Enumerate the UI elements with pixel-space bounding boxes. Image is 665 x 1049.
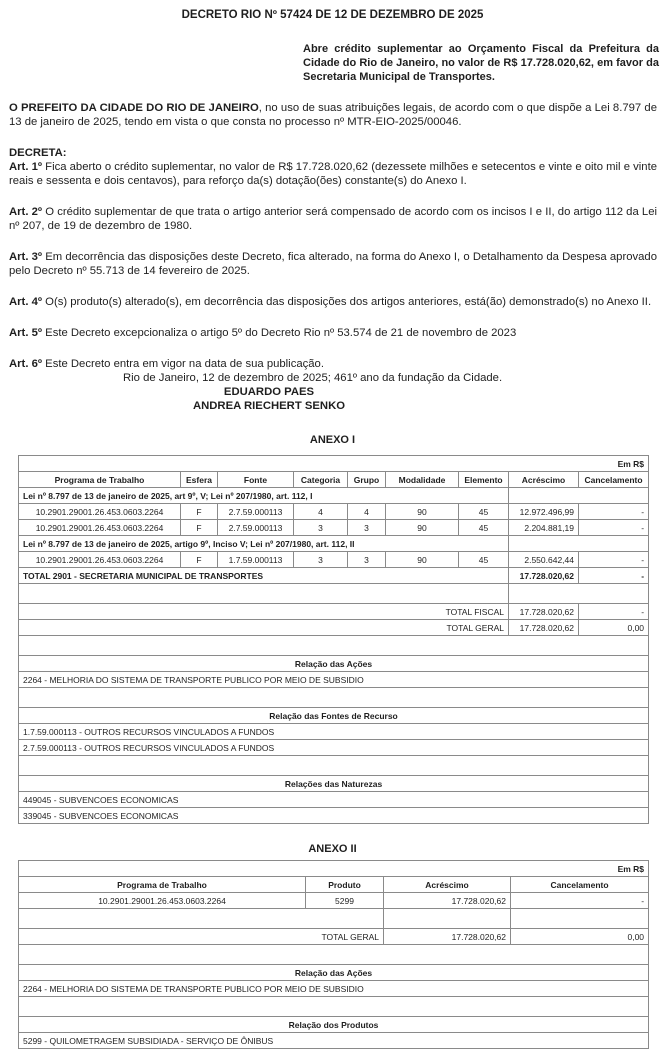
currency-note: Em R$ xyxy=(19,861,649,877)
article-2-label: Art. 2º xyxy=(9,206,43,218)
col-header: Programa de Trabalho xyxy=(19,877,306,893)
cell-programa: 10.2901.29001.26.453.0603.2264 xyxy=(19,893,306,909)
spacer-row xyxy=(19,756,649,776)
col-header: Cancelamento xyxy=(579,472,649,488)
decree-title: DECRETO RIO Nº 57424 DE 12 DE DEZEMBRO DE 2025 xyxy=(181,9,484,21)
spacer-row xyxy=(19,636,649,656)
article-2 xyxy=(9,205,657,233)
cell-empty xyxy=(509,488,649,504)
section-header-row xyxy=(19,708,649,724)
anexo2-table xyxy=(18,860,649,1049)
article-6-text: Este Decreto entra em vigor na data de sua publicação. xyxy=(42,358,324,370)
col-header: Modalidade xyxy=(386,472,459,488)
cell-empty xyxy=(509,536,649,552)
signature-block xyxy=(9,385,529,413)
cell-elemento: 45 xyxy=(459,552,509,568)
cell-grupo: 3 xyxy=(348,520,386,536)
col-header: Programa de Trabalho xyxy=(19,472,181,488)
article-3-text: Em decorrência das disposições deste Decreto, fica alterado, na forma do Anexo I, o Detalhamento da Despesa aprovado pelo Decreto nº 55.713 de 14 fevereiro de 2025. xyxy=(9,251,657,277)
section-item: 5299 - QUILOMETRAGEM SUBSIDIADA - SERVIÇO DE ÔNIBUS xyxy=(19,1033,649,1049)
article-5-text: Este Decreto excepcionaliza o artigo 5º do Decreto Rio nº 53.574 de 21 de novembro de 2023 xyxy=(42,327,517,339)
section-item: 1.7.59.000113 - OUTROS RECURSOS VINCULADOS A FUNDOS xyxy=(19,724,649,740)
total-label: TOTAL GERAL xyxy=(19,620,509,636)
cell-categoria: 4 xyxy=(294,504,348,520)
section-header-row xyxy=(19,965,649,981)
article-1-label: Art. 1º xyxy=(9,161,43,173)
law-row xyxy=(19,488,649,504)
article-3-label: Art. 3º xyxy=(9,251,43,263)
section-item-row xyxy=(19,808,649,824)
anexo1-table xyxy=(18,455,649,824)
section-item: 2.7.59.000113 - OUTROS RECURSOS VINCULADOS A FUNDOS xyxy=(19,740,649,756)
cell-categoria: 3 xyxy=(294,520,348,536)
cell-elemento: 45 xyxy=(459,520,509,536)
cell-produto: 5299 xyxy=(306,893,384,909)
article-6-label: Art. 6º xyxy=(9,358,43,370)
cell-programa: 10.2901.29001.26.453.0603.2264 xyxy=(19,552,181,568)
table-row xyxy=(19,520,649,536)
cell-grupo: 3 xyxy=(348,552,386,568)
law-reference: Lei nº 8.797 de 13 de janeiro de 2025, artigo 9º, Inciso V; Lei nº 207/1980, art. 112, II xyxy=(19,536,509,552)
cell-acrescimo: 12.972.496,99 xyxy=(509,504,579,520)
law-reference: Lei nº 8.797 de 13 de janeiro de 2025, art 9º, V; Lei nº 207/1980, art. 112, I xyxy=(19,488,509,504)
table-row xyxy=(19,552,649,568)
cell-cancelamento: - xyxy=(579,604,649,620)
section-title: Relação das Ações xyxy=(19,656,649,672)
total-fiscal-row xyxy=(19,604,649,620)
cell-cancelamento: - xyxy=(579,552,649,568)
article-5 xyxy=(9,326,657,340)
article-4-text: O(s) produto(s) alterado(s), em decorrência das disposições dos artigos anteriores, está(ão) demonstrado(s) no Anexo II. xyxy=(42,296,652,308)
section-item-row xyxy=(19,792,649,808)
table-row xyxy=(19,504,649,520)
cell-esfera: F xyxy=(181,520,218,536)
header-row xyxy=(19,877,649,893)
cell-cancelamento: 0,00 xyxy=(511,929,649,945)
cell-empty xyxy=(19,636,649,656)
total-secretaria-row xyxy=(19,568,649,584)
section-title: Relações das Naturezas xyxy=(19,776,649,792)
total-geral-row xyxy=(19,929,649,945)
cell-empty xyxy=(511,909,649,929)
article-4-label: Art. 4º xyxy=(9,296,43,308)
cell-acrescimo: 2.204.881,19 xyxy=(509,520,579,536)
col-header: Grupo xyxy=(348,472,386,488)
cell-cancelamento: - xyxy=(511,893,649,909)
section-title: Relação das Ações xyxy=(19,965,649,981)
cell-empty xyxy=(19,945,649,965)
spacer-row xyxy=(19,909,649,929)
col-header: Acréscimo xyxy=(384,877,511,893)
preamble-rest: , no uso de suas atribuições legais, de acordo com o que dispõe a Lei 8.797 de 13 de janeiro de 2025, tendo em vista o que consta no processo nº MTR-EIO-2025/00046. xyxy=(9,102,657,128)
article-5-label: Art. 5º xyxy=(9,327,43,339)
section-item: 2264 - MELHORIA DO SISTEMA DE TRANSPORTE PUBLICO POR MEIO DE SUBSIDIO xyxy=(19,981,649,997)
section-header-row xyxy=(19,1017,649,1033)
anexo2-title: ANEXO II xyxy=(308,843,357,855)
col-header: Esfera xyxy=(181,472,218,488)
signature-secretary: ANDREA RIECHERT SENKO xyxy=(192,400,346,412)
currency-note: Em R$ xyxy=(19,456,649,472)
preamble-lead: O PREFEITO DA CIDADE DO RIO DE JANEIRO xyxy=(9,102,259,114)
currency-row xyxy=(19,861,649,877)
spacer-row xyxy=(19,584,649,604)
total-label: TOTAL FISCAL xyxy=(19,604,509,620)
decreta-label: DECRETA: xyxy=(9,147,67,159)
date-line: Rio de Janeiro, 12 de dezembro de 2025; 461º ano da fundação da Cidade. xyxy=(123,372,503,384)
cell-empty xyxy=(19,584,509,604)
cell-cancelamento: - xyxy=(579,504,649,520)
spacer-row xyxy=(19,688,649,708)
section-item-row xyxy=(19,672,649,688)
table-row xyxy=(19,893,649,909)
cell-empty xyxy=(384,909,511,929)
section-item: 449045 - SUBVENCOES ECONOMICAS xyxy=(19,792,649,808)
article-2-text: O crédito suplementar de que trata o artigo anterior será compensado de acordo com os incisos I e II, do artigo 112 da Lei nº 207, de 19 de dezembro de 1980. xyxy=(9,206,657,232)
col-header: Categoria xyxy=(294,472,348,488)
decreta-article-1 xyxy=(9,146,657,188)
cell-elemento: 45 xyxy=(459,504,509,520)
section-item-row xyxy=(19,724,649,740)
section-item-row xyxy=(19,981,649,997)
section-title: Relação das Fontes de Recurso xyxy=(19,708,649,724)
col-header: Fonte xyxy=(218,472,294,488)
cell-acrescimo: 17.728.020,62 xyxy=(509,620,579,636)
section-item: 339045 - SUBVENCOES ECONOMICAS xyxy=(19,808,649,824)
cell-empty xyxy=(19,909,384,929)
cell-cancelamento: 0,00 xyxy=(579,620,649,636)
cell-empty xyxy=(19,756,649,776)
anexo1-title: ANEXO I xyxy=(309,434,356,446)
total-geral-row xyxy=(19,620,649,636)
article-3 xyxy=(9,250,657,278)
col-header: Elemento xyxy=(459,472,509,488)
decree-summary: Abre crédito suplementar ao Orçamento Fiscal da Prefeitura da Cidade do Rio de Janeiro, no valor de R$ 17.728.020,62, em favor da Secretaria Municipal de Transportes. xyxy=(303,43,659,83)
cell-programa: 10.2901.29001.26.453.0603.2264 xyxy=(19,504,181,520)
header-row xyxy=(19,472,649,488)
section-item-row xyxy=(19,740,649,756)
decree-body xyxy=(9,101,657,413)
total-label: TOTAL 2901 - SECRETARIA MUNICIPAL DE TRANSPORTES xyxy=(19,568,509,584)
cell-empty xyxy=(19,997,649,1017)
cell-cancelamento: - xyxy=(579,520,649,536)
article-4 xyxy=(9,295,657,309)
section-header-row xyxy=(19,776,649,792)
cell-acrescimo: 17.728.020,62 xyxy=(509,568,579,584)
cell-acrescimo: 2.550.642,44 xyxy=(509,552,579,568)
col-header: Produto xyxy=(306,877,384,893)
cell-empty xyxy=(509,584,649,604)
spacer-row xyxy=(19,945,649,965)
cell-grupo: 4 xyxy=(348,504,386,520)
cell-fonte: 2.7.59.000113 xyxy=(218,504,294,520)
cell-modalidade: 90 xyxy=(386,520,459,536)
article-1-text: Fica aberto o crédito suplementar, no valor de R$ 17.728.020,62 (dezessete milhões e setecentos e vinte e oito mil e vinte reais e sessenta e dois centavos), para reforço da(s) dotação(ões) constante(s) do Anexo I. xyxy=(9,161,657,187)
total-label: TOTAL GERAL xyxy=(19,929,384,945)
cell-acrescimo: 17.728.020,62 xyxy=(509,604,579,620)
cell-modalidade: 90 xyxy=(386,504,459,520)
cell-fonte: 1.7.59.000113 xyxy=(218,552,294,568)
currency-row xyxy=(19,456,649,472)
col-header: Cancelamento xyxy=(511,877,649,893)
section-item: 2264 - MELHORIA DO SISTEMA DE TRANSPORTE PUBLICO POR MEIO DE SUBSIDIO xyxy=(19,672,649,688)
section-item-row xyxy=(19,1033,649,1049)
cell-modalidade: 90 xyxy=(386,552,459,568)
article-6 xyxy=(9,357,657,371)
cell-categoria: 3 xyxy=(294,552,348,568)
preamble-paragraph xyxy=(9,101,657,129)
cell-acrescimo: 17.728.020,62 xyxy=(384,893,511,909)
signature-mayor: EDUARDO PAES xyxy=(223,386,315,398)
cell-fonte: 2.7.59.000113 xyxy=(218,520,294,536)
spacer-row xyxy=(19,997,649,1017)
cell-programa: 10.2901.29001.26.453.0603.2264 xyxy=(19,520,181,536)
col-header: Acréscimo xyxy=(509,472,579,488)
cell-cancelamento: - xyxy=(579,568,649,584)
law-row xyxy=(19,536,649,552)
cell-esfera: F xyxy=(181,552,218,568)
cell-esfera: F xyxy=(181,504,218,520)
section-title: Relação dos Produtos xyxy=(19,1017,649,1033)
cell-acrescimo: 17.728.020,62 xyxy=(384,929,511,945)
cell-empty xyxy=(19,688,649,708)
section-header-row xyxy=(19,656,649,672)
